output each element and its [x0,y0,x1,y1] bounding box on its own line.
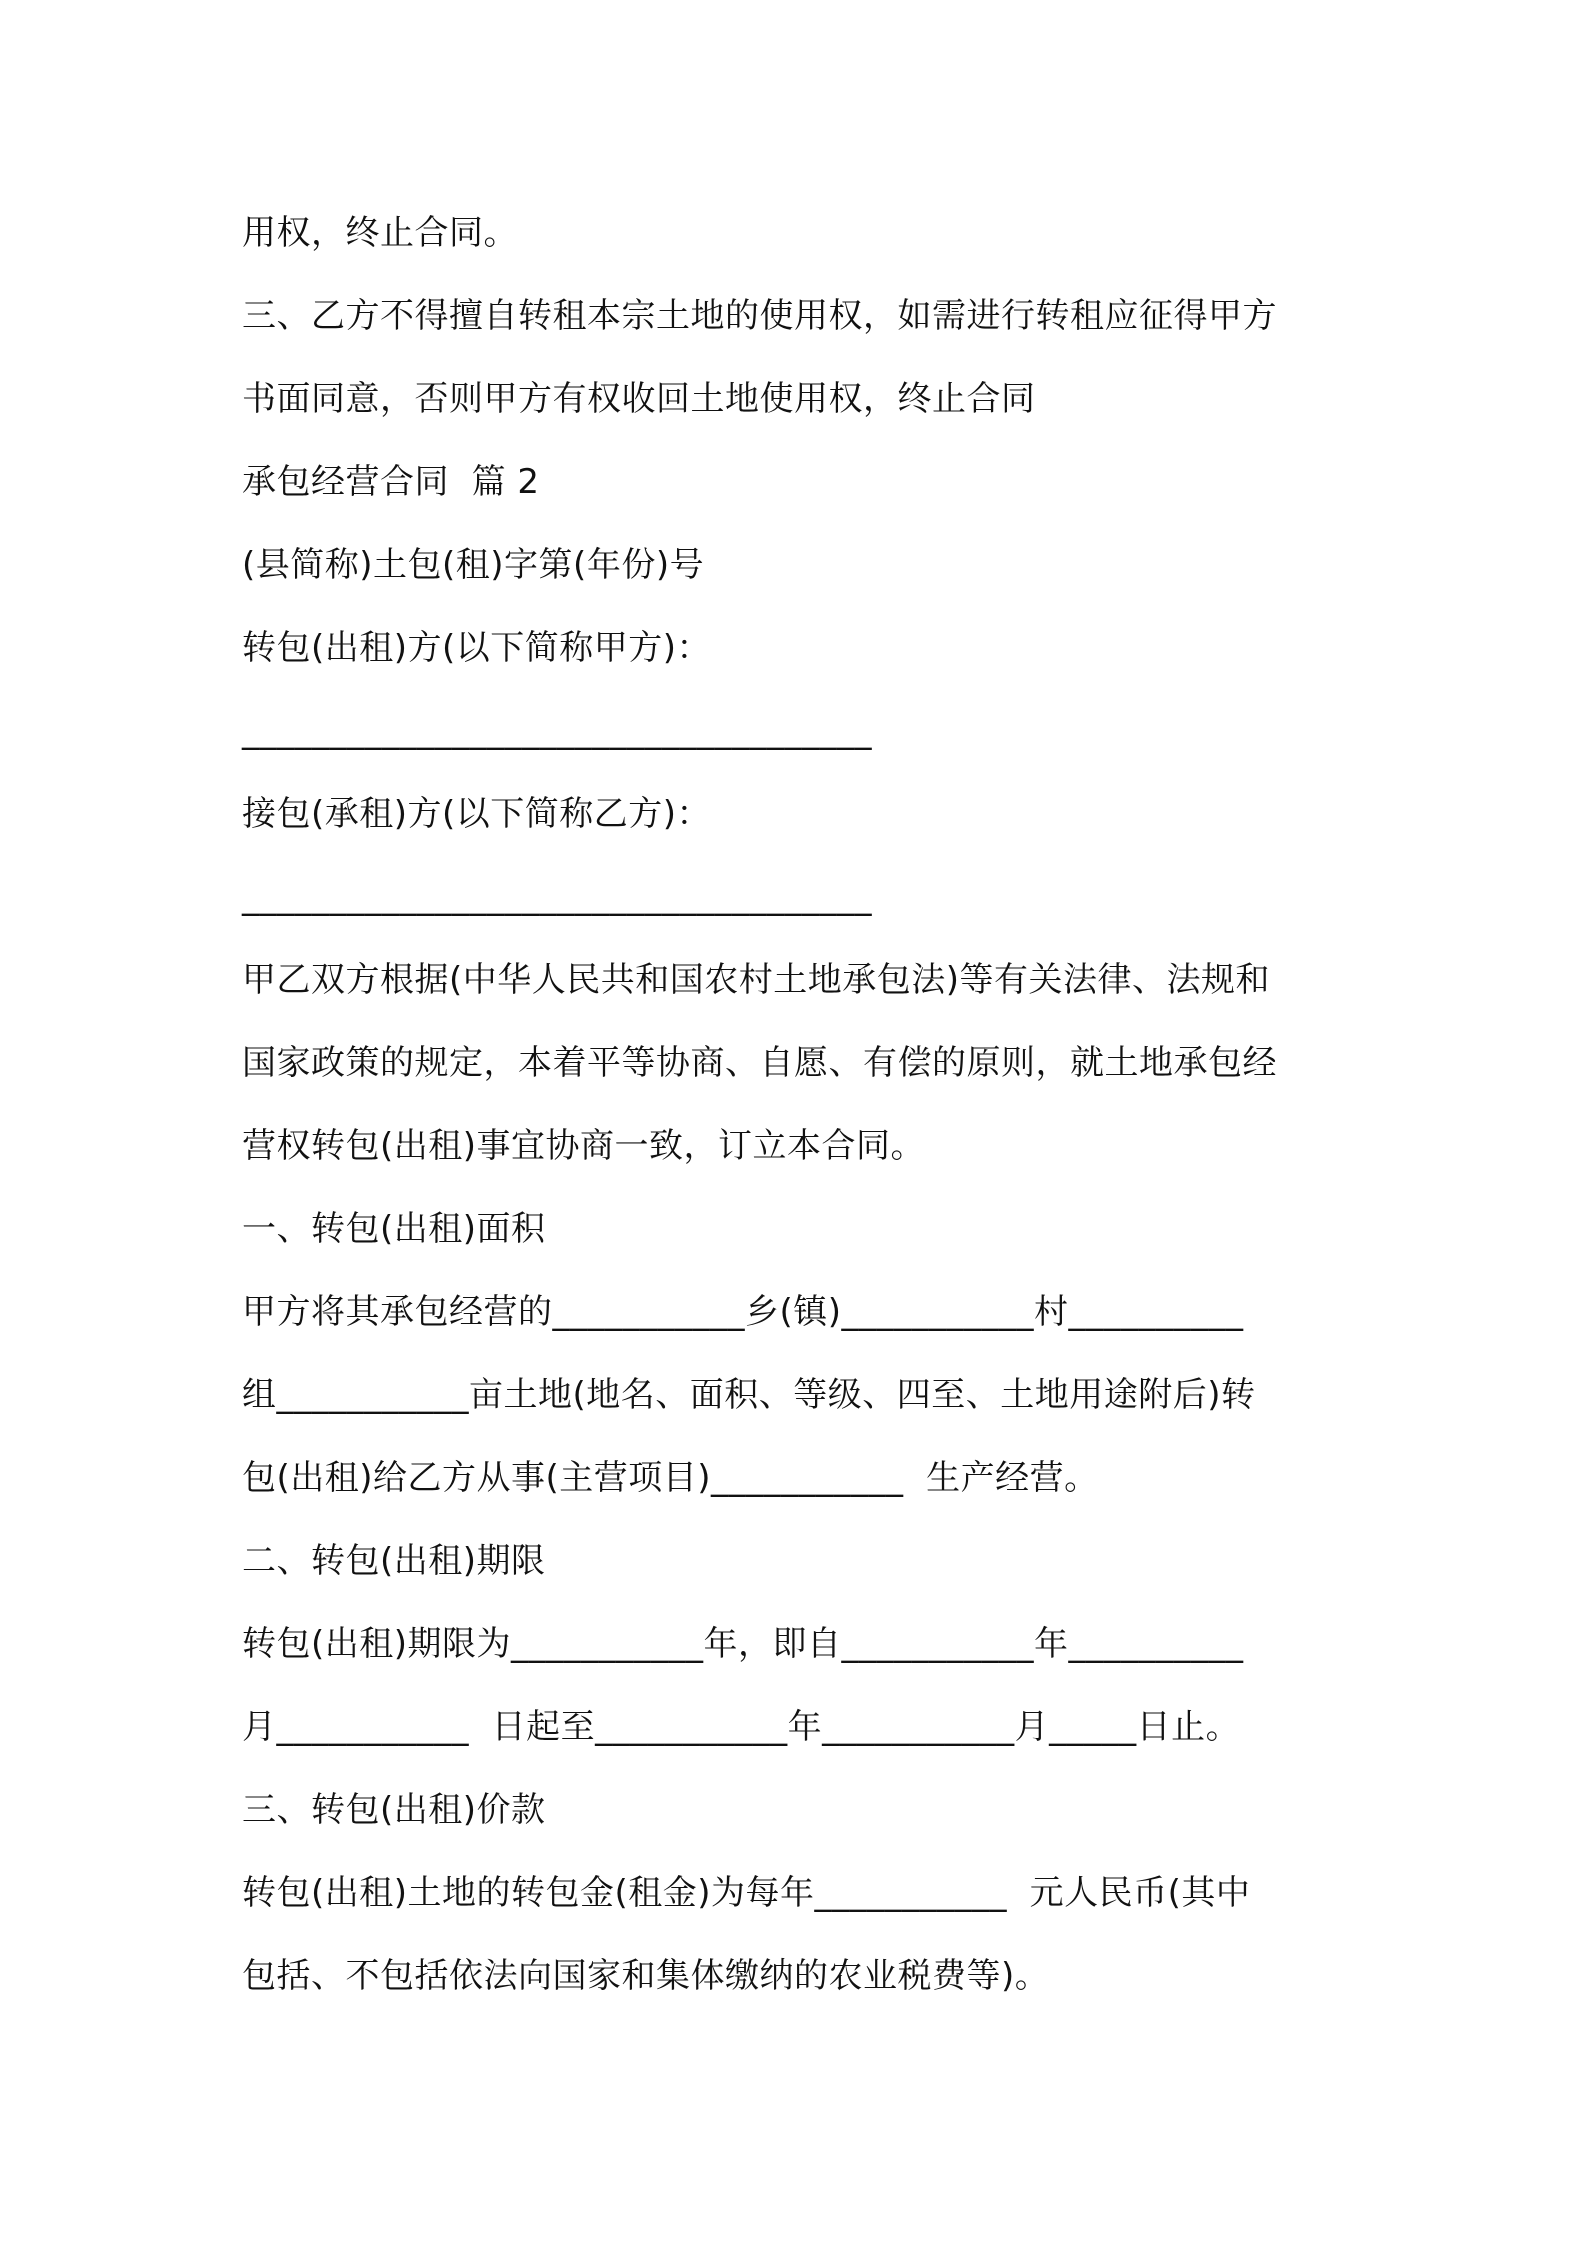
party-b-label: 接包(承租)方(以下简称乙方)： [242,794,712,834]
text-line: 包括、不包括依法向国家和集体缴纳的农业税费等)。 [242,1956,1050,1996]
text-line: 转包(出租)土地的转包金(租金)为每年___________ 元人民币(其中 [242,1873,1251,1913]
text-line: 包(出租)给乙方从事(主营项目)___________ 生产经营。 [242,1458,1099,1498]
section-title: 承包经营合同 篇 2 [242,462,540,502]
text-line: 组___________亩土地(地名、面积、等级、四至、土地用途附后)转 [242,1375,1256,1415]
text-line: 国家政策的规定，本着平等协商、自愿、有偿的原则，就土地承包经 [242,1043,1277,1083]
clause-heading: 二、转包(出租)期限 [242,1541,546,1581]
text-line: 用权，终止合同。 [242,213,518,253]
text-line: 转包(出租)期限为___________年，即自___________年__________ [242,1624,1244,1664]
party-b-blank: ____________________________________ [242,877,872,917]
text-line: 营权转包(出租)事宜协商一致，订立本合同。 [242,1126,926,1166]
document-body [242,192,1362,2018]
text-line: 甲方将其承包经营的___________乡(镇)___________村__________ [242,1292,1244,1332]
contract-number: (县简称)土包(租)字第(年份)号 [242,545,705,585]
clause-heading: 三、转包(出租)价款 [242,1790,546,1830]
text-line: 月___________ 日起至___________年___________月_____日止。 [242,1707,1241,1747]
text-line: 甲乙双方根据(中华人民共和国农村土地承包法)等有关法律、法规和 [242,960,1271,1000]
text-line: 三、乙方不得擅自转租本宗土地的使用权，如需进行转租应征得甲方 [242,296,1277,336]
party-a-blank: ____________________________________ [242,711,872,751]
party-a-label: 转包(出租)方(以下简称甲方)： [242,628,712,668]
text-line: 书面同意，否则甲方有权收回土地使用权，终止合同 [242,379,1036,419]
clause-heading: 一、转包(出租)面积 [242,1209,546,1249]
